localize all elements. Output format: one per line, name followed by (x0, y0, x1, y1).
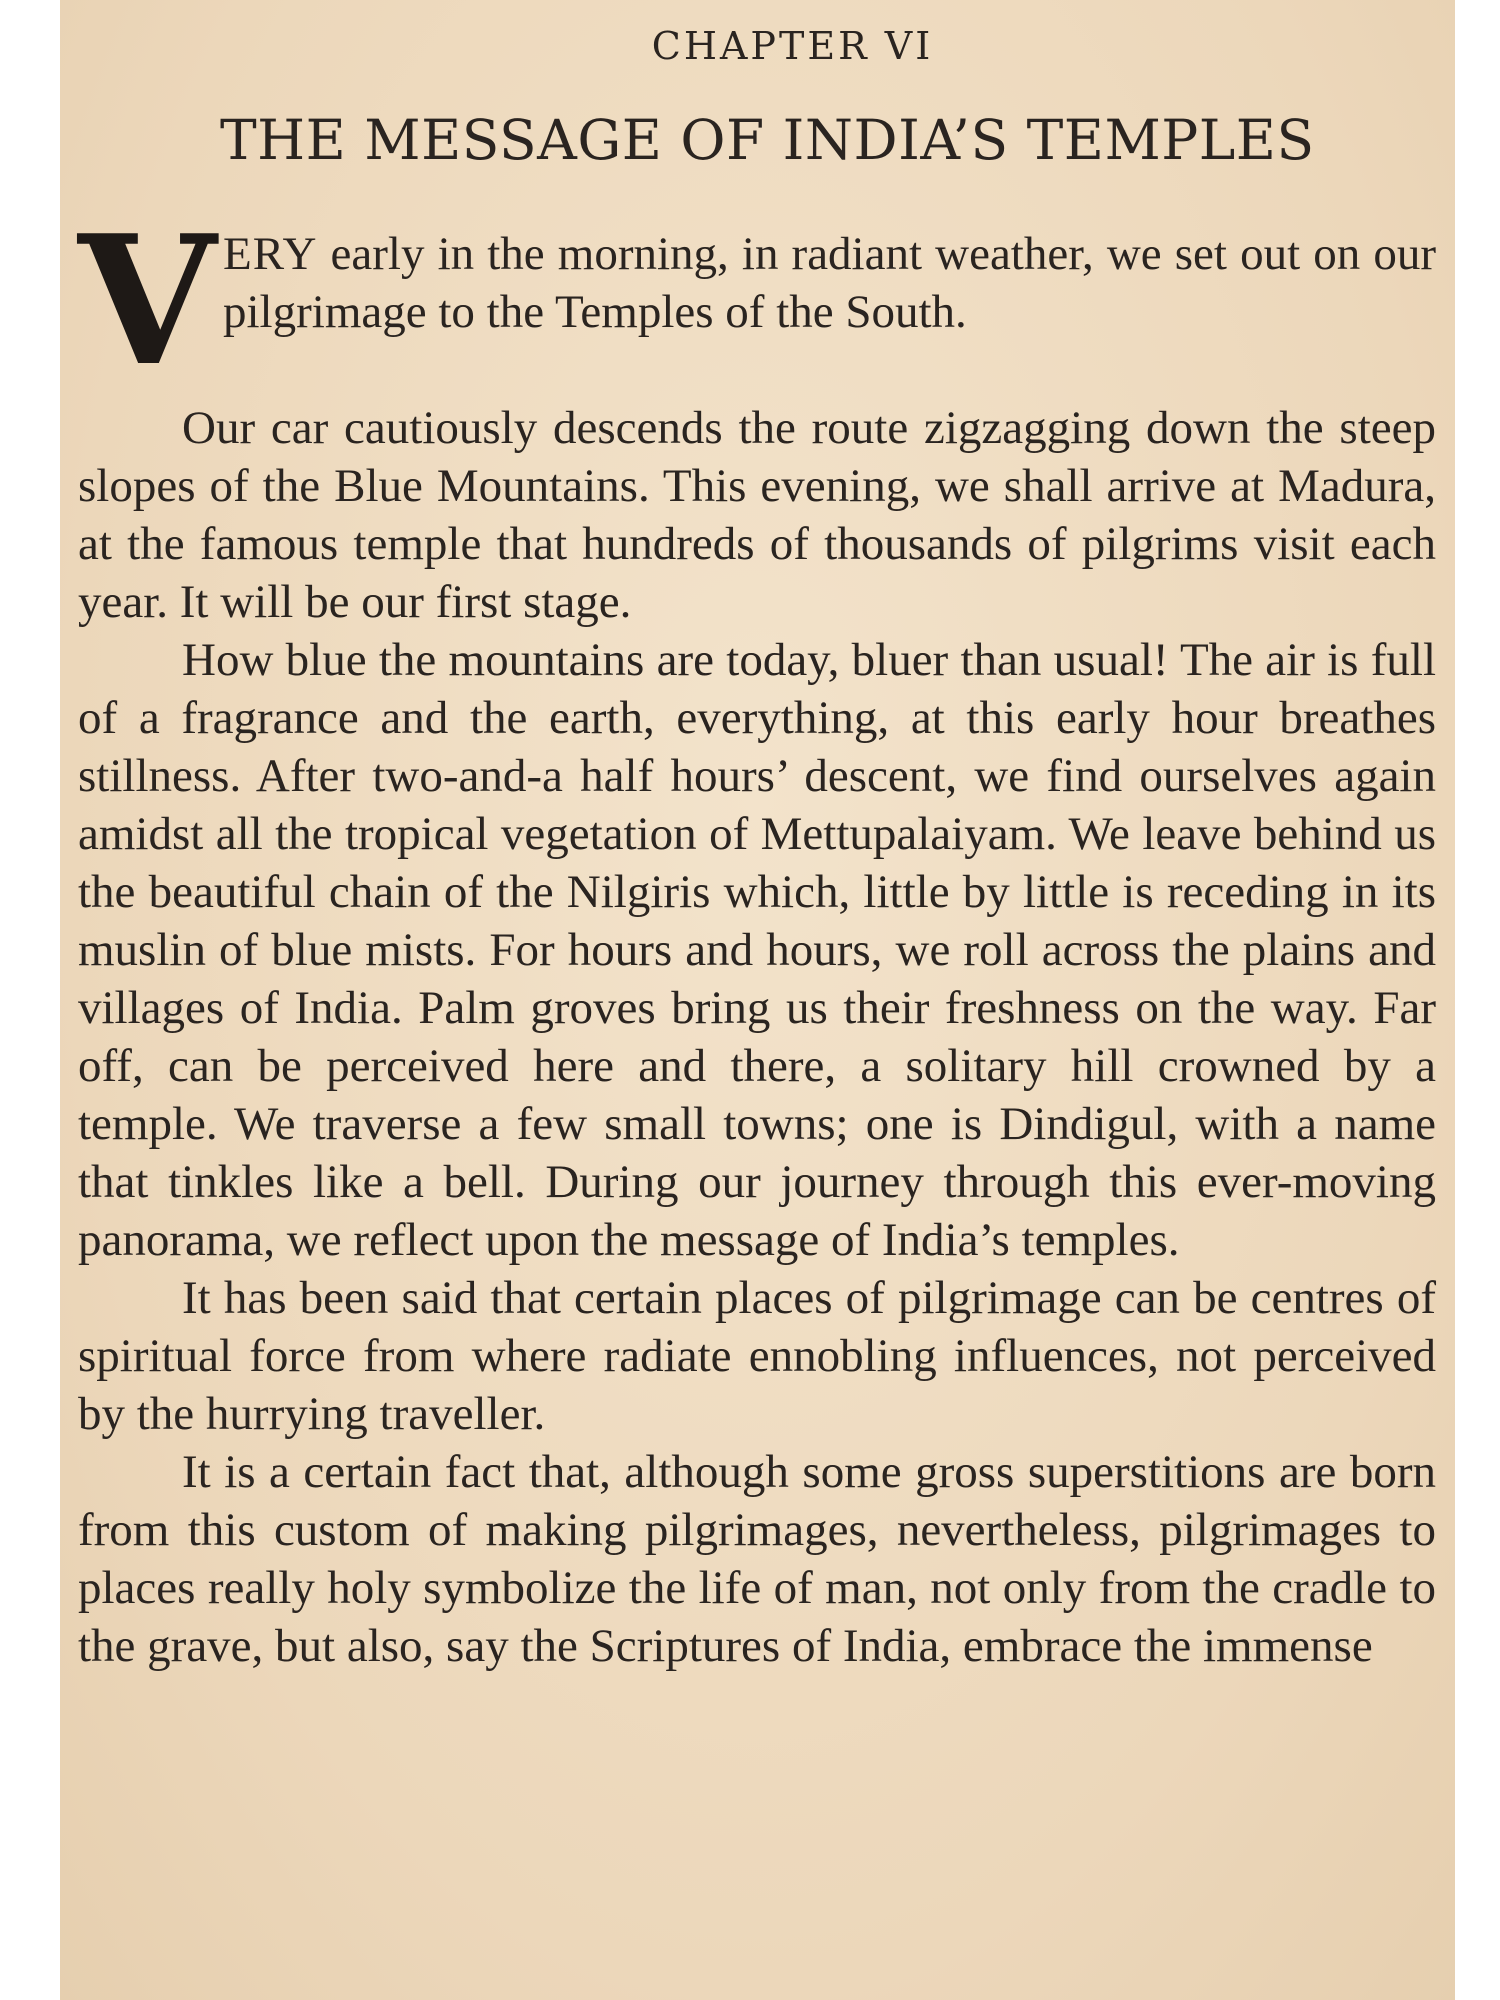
paragraph-1-text: early in the morning, in radiant weather, we set out on our pilgrimage to the Temples of the South. (223, 228, 1436, 338)
paragraph-1 (78, 196, 1436, 405)
drop-cap: V (78, 196, 217, 405)
body-text (78, 196, 1436, 1675)
chapter-title: THE MESSAGE OF INDIA’S TEMPLES (220, 108, 1315, 172)
first-word-small-caps: ERY (223, 228, 318, 280)
paragraph-2: Our car cautiously descends the route zigzagging down the steep slopes of the Blue Mountains. This evening, we shall arrive at Madura, at the famous temple that hundreds of thousands of pilgrims visit each year. It will be our first stage. (78, 402, 1436, 628)
book-page (60, 0, 1455, 2000)
paragraph-5: It is a certain fact that, although some gross superstitions are born from this custom of making pilgrimages, nevertheless, pilgrimages to places really holy symbolize the life of man, not only from the cradle to the grave, but also, say the Scriptures of India, embrace the immense (78, 1446, 1436, 1672)
chapter-label: CHAPTER VI (651, 24, 934, 68)
paragraph-4: It has been said that certain places of pilgrimage can be centres of spiritual force from where radiate ennobling influences, not perceived by the hurrying traveller. (78, 1272, 1436, 1440)
paragraph-3: How blue the mountains are today, bluer than usual! The air is full of a fragrance and the earth, everything, at this early hour breathes stillness. After two-and-a half hours’ descent, we find ourselves again amidst all the tropical vegetation of Mettupalaiyam. We leave behind us the beautiful chain of the Nilgiris which, little by little is receding in its muslin of blue mists. For hours and hours, we roll across the plains and villages of India. Palm groves bring us their freshness on the way. Far off, can be perceived here and there, a solitary hill crowned by a temple. We traverse a few small towns; one is Dindigul, with a name that tinkles like a bell. During our journey through this ever-moving panorama, we reflect upon the message of India’s temples. (78, 634, 1436, 1266)
